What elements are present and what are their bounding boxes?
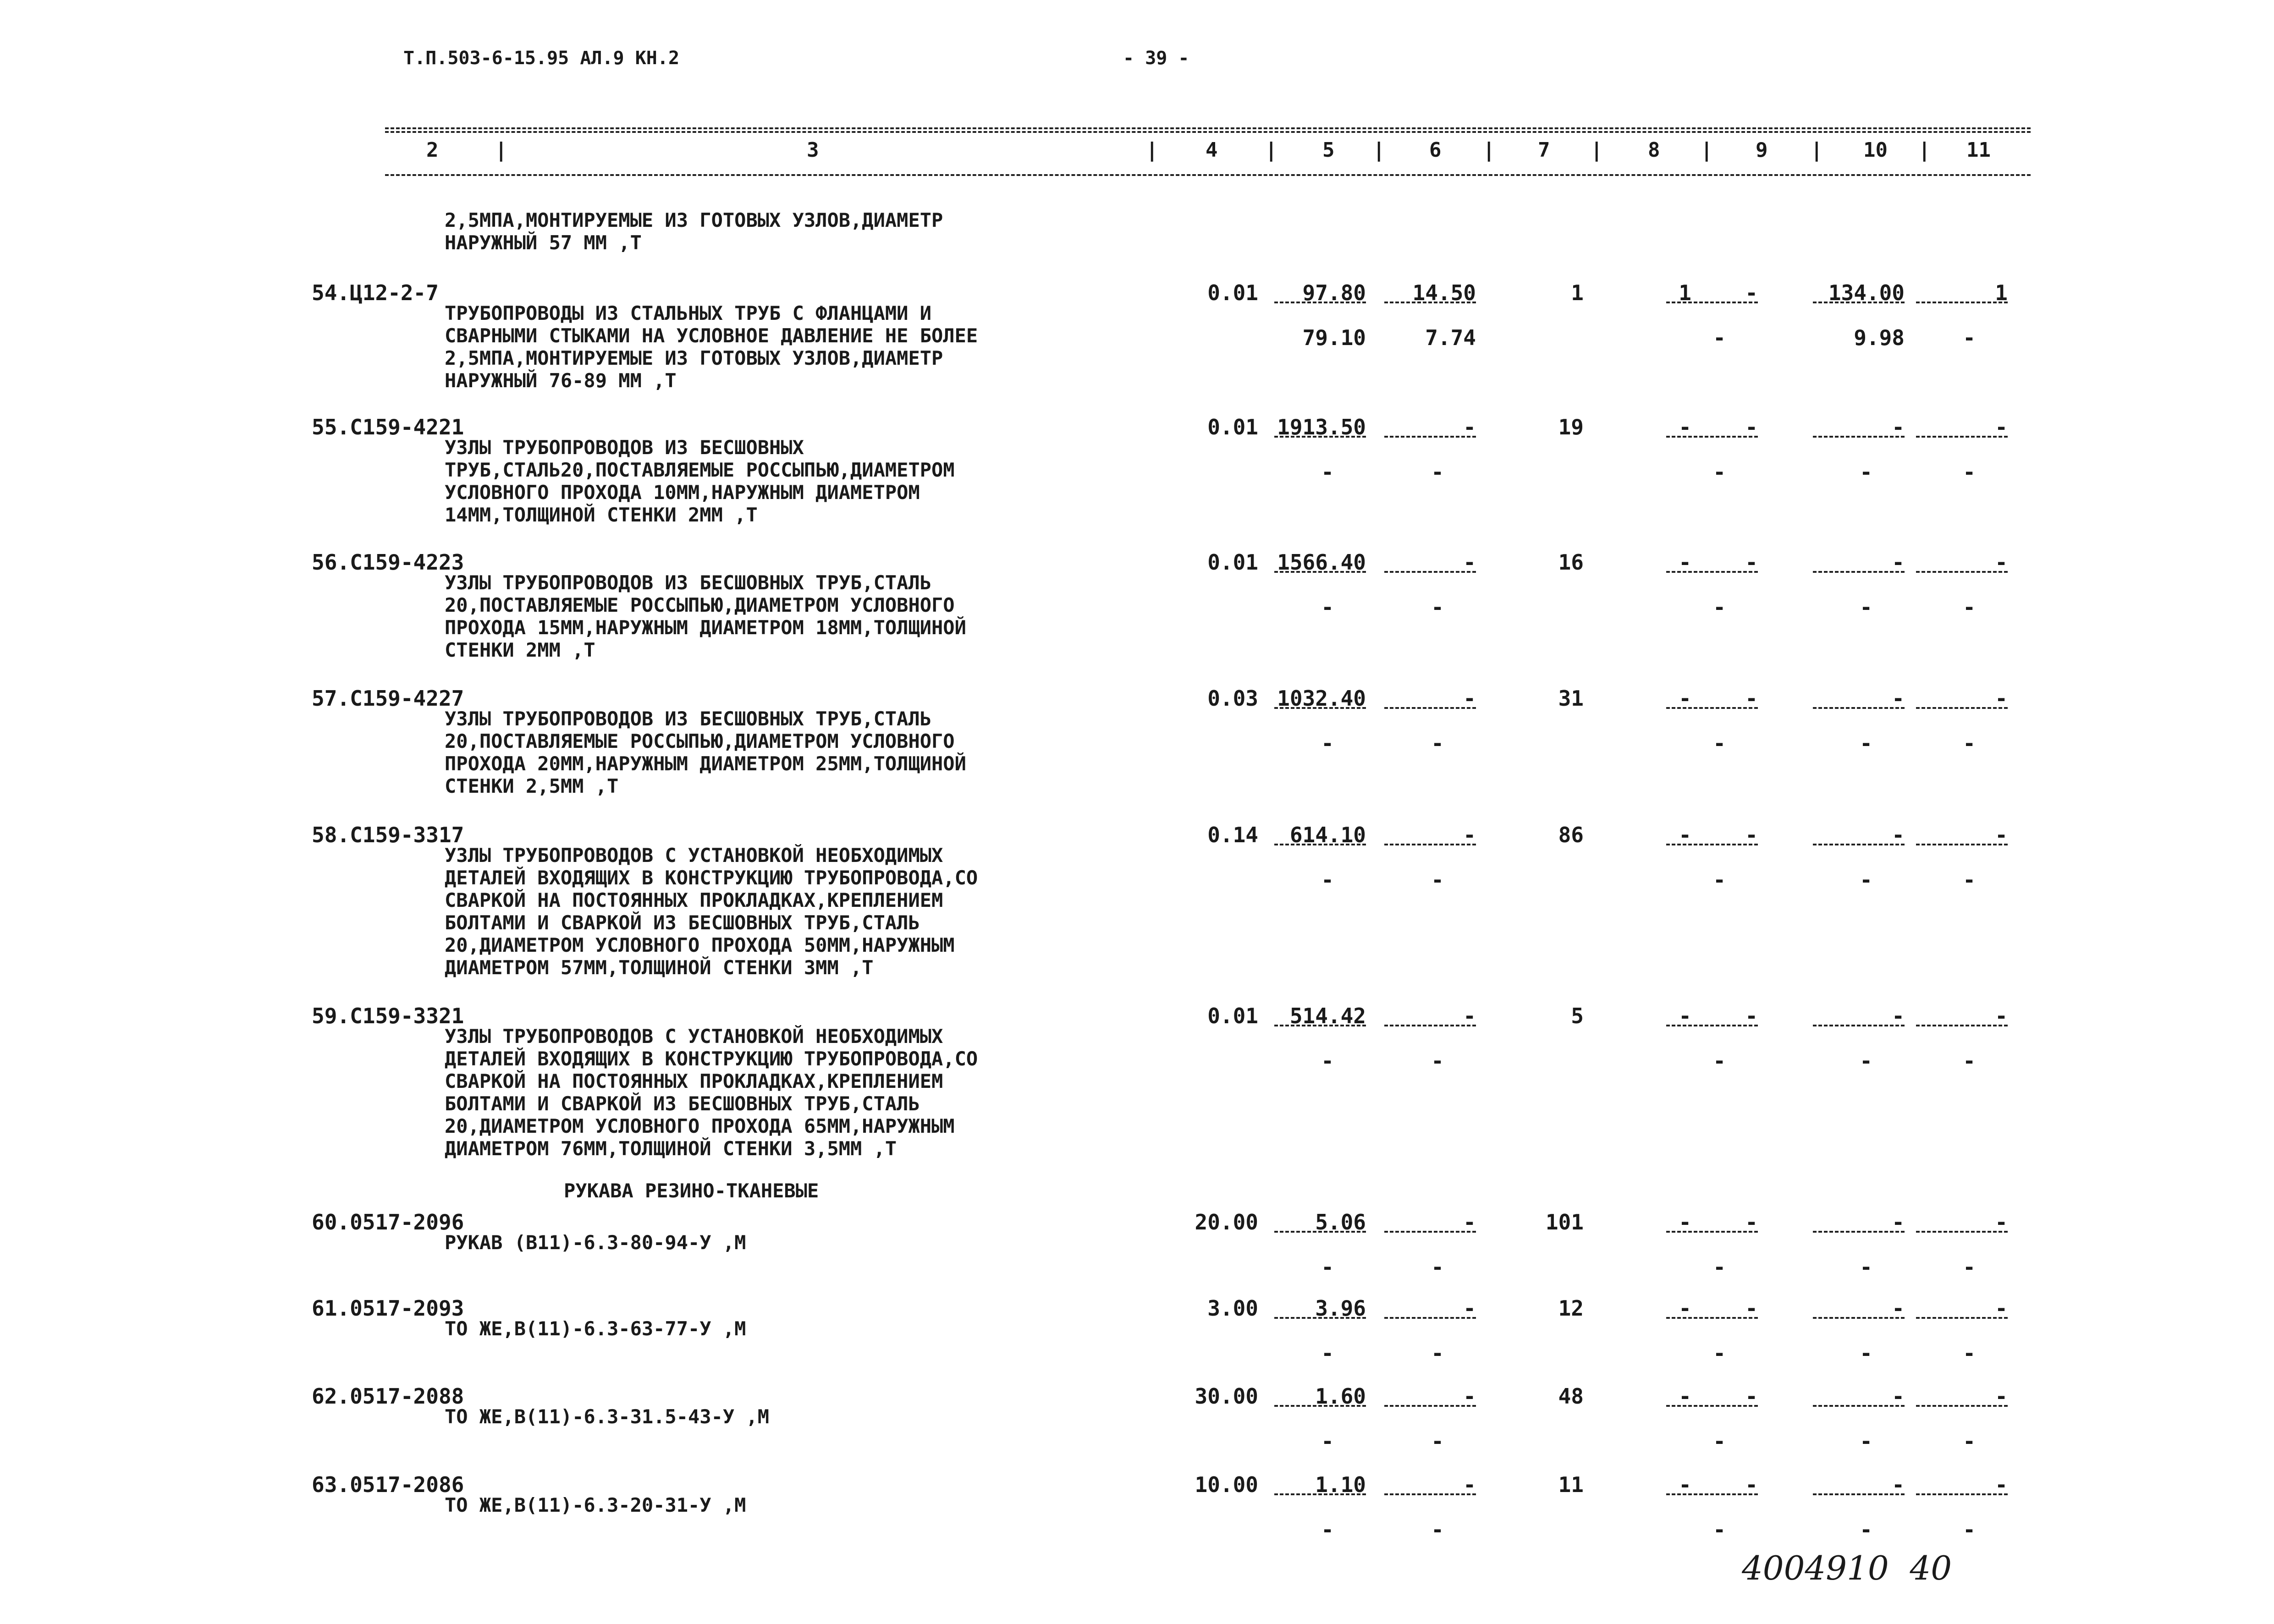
cell-separator (1384, 1317, 1476, 1319)
cell-separator (1274, 1405, 1366, 1407)
cell-separator (1274, 1317, 1366, 1319)
description-line: ТРУБОПРОВОДЫ ИЗ СТАЛЬНЫХ ТРУБ С ФЛАНЦАМИ И (445, 302, 932, 324)
cell-c7: 31 (1558, 686, 1584, 711)
cell-c11b: - (1963, 595, 1976, 620)
description-line: ТО ЖЕ,В(11)-6.3-63-77-У ,М (445, 1317, 746, 1340)
description-line: 14ММ,ТОЛЩИНОЙ СТЕНКИ 2ММ ,Т (445, 504, 758, 526)
cell-c10: - (1892, 415, 1905, 439)
cell-c5: 614.10 (1289, 823, 1366, 847)
description-line: БОЛТАМИ И СВАРКОЙ ИЗ БЕСШОВНЫХ ТРУБ,СТАЛЬ (445, 1092, 920, 1115)
cell-c7: 11 (1558, 1472, 1584, 1497)
item-code: 55.С159-4221 (312, 415, 464, 439)
cell-c10b: - (1860, 1429, 1872, 1454)
column-number: 2 (426, 138, 439, 162)
cell-separator (1666, 1493, 1758, 1495)
cell-c6: - (1463, 1210, 1476, 1234)
column-header-row (0, 138, 2274, 166)
column-divider: | (495, 138, 507, 162)
cell-separator (1384, 1493, 1476, 1495)
cell-c8: - (1679, 1210, 1691, 1234)
cell-c5: 1913.50 (1277, 415, 1366, 439)
description-line: ДИАМЕТРОМ 57ММ,ТОЛЩИНОЙ СТЕНКИ 3ММ ,Т (445, 956, 874, 979)
cell-separator (1813, 1317, 1905, 1319)
cell-c5b: - (1321, 1048, 1334, 1073)
cell-c7: 1 (1571, 280, 1584, 305)
cell-c6: - (1463, 1004, 1476, 1028)
column-number: 10 (1863, 138, 1888, 162)
cell-c10: 134.00 (1828, 280, 1905, 305)
header-rule-top-2 (385, 131, 2031, 133)
cell-c7: 12 (1558, 1296, 1584, 1321)
cell-c10b: - (1860, 1048, 1872, 1073)
cell-c9: - (1745, 686, 1758, 711)
description-line: СВАРКОЙ НА ПОСТОЯННЫХ ПРОКЛАДКАХ,КРЕПЛЕНИЕМ (445, 1070, 943, 1092)
cell-c10b: - (1860, 867, 1872, 892)
cell-separator (1274, 707, 1366, 709)
column-divider: | (1918, 138, 1931, 162)
description-line: 2,5МПА,МОНТИРУЕМЫЕ ИЗ ГОТОВЫХ УЗЛОВ,ДИАМЕТР (445, 209, 943, 231)
cell-c4: 0.01 (1207, 1004, 1258, 1028)
cell-c11b: - (1963, 1517, 1976, 1542)
cell-separator (1813, 1025, 1905, 1026)
cell-c11: - (1995, 686, 2008, 711)
cell-separator (1666, 1405, 1758, 1407)
cell-c11b: - (1963, 460, 1976, 484)
cell-c10b: - (1860, 595, 1872, 620)
cell-c4: 0.03 (1207, 686, 1258, 711)
cell-c5b: - (1321, 460, 1334, 484)
cell-c10b: - (1860, 460, 1872, 484)
doc-reference: Т.П.503-6-15.95 АЛ.9 КН.2 (403, 48, 680, 69)
cell-c6: - (1463, 686, 1476, 711)
cell-c11b: - (1963, 731, 1976, 756)
description-line: 20,ДИАМЕТРОМ УСЛОВНОГО ПРОХОДА 50ММ,НАРУЖНЫМ (445, 934, 955, 956)
description-line: ПРОХОДА 15ММ,НАРУЖНЫМ ДИАМЕТРОМ 18ММ,ТОЛЩИНОЙ (445, 616, 966, 639)
cell-c6b: - (1431, 1429, 1444, 1454)
description-line: СТЕНКИ 2ММ ,Т (445, 639, 595, 661)
cell-c10: - (1892, 550, 1905, 575)
cell-c11: - (1995, 1296, 2008, 1321)
cell-c6b: - (1431, 1341, 1444, 1366)
cell-c4: 0.01 (1207, 550, 1258, 575)
cell-c5: 1.10 (1315, 1472, 1366, 1497)
description-line: ДЕТАЛЕЙ ВХОДЯЩИХ В КОНСТРУКЦИЮ ТРУБОПРОВОДА,СО (445, 1048, 978, 1070)
section-title: РУКАВА РЕЗИНО-ТКАНЕВЫЕ (564, 1180, 819, 1202)
page-number: - 39 - (1123, 48, 1189, 69)
cell-c6: - (1463, 1472, 1476, 1497)
cell-c10: - (1892, 1384, 1905, 1409)
header-rule-bottom (385, 174, 2031, 176)
description-line: СВАРНЫМИ СТЫКАМИ НА УСЛОВНОЕ ДАВЛЕНИЕ НЕ БОЛЕЕ (445, 324, 978, 347)
cell-c4: 0.14 (1207, 823, 1258, 847)
cell-c9: - (1745, 1384, 1758, 1409)
description-line: 20,ДИАМЕТРОМ УСЛОВНОГО ПРОХОДА 65ММ,НАРУЖНЫМ (445, 1115, 955, 1137)
cell-c8: - (1679, 1296, 1691, 1321)
cell-c6: 14.50 (1412, 280, 1476, 305)
cell-c8: - (1679, 415, 1691, 439)
description-line: НАРУЖНЫЙ 57 ММ ,Т (445, 231, 642, 254)
cell-c9: - (1745, 550, 1758, 575)
cell-c8: - (1679, 823, 1691, 847)
description-line: ДЕТАЛЕЙ ВХОДЯЩИХ В КОНСТРУКЦИЮ ТРУБОПРОВОДА,СО (445, 867, 978, 889)
cell-separator (1666, 707, 1758, 709)
column-number: 3 (807, 138, 819, 162)
cell-c5: 1032.40 (1277, 686, 1366, 711)
cell-c8: 1 (1679, 280, 1691, 305)
cell-c9b: - (1713, 325, 1726, 350)
cell-c8: - (1679, 550, 1691, 575)
cell-c6b: - (1431, 595, 1444, 620)
column-number: 9 (1756, 138, 1768, 162)
cell-c5: 3.96 (1315, 1296, 1366, 1321)
column-divider: | (1146, 138, 1158, 162)
description-line: БОЛТАМИ И СВАРКОЙ ИЗ БЕСШОВНЫХ ТРУБ,СТАЛЬ (445, 911, 920, 934)
cell-separator (1916, 1493, 2008, 1495)
cell-c5b: - (1321, 731, 1334, 756)
description-line: ТО ЖЕ,В(11)-6.3-31.5-43-У ,М (445, 1405, 770, 1428)
item-code: 56.С159-4223 (312, 550, 464, 575)
cell-c4: 20.00 (1195, 1210, 1258, 1234)
cell-separator (1666, 436, 1758, 438)
cell-separator (1384, 1025, 1476, 1026)
cell-c5: 5.06 (1315, 1210, 1366, 1234)
cell-c11: - (1995, 823, 2008, 847)
cell-separator (1916, 436, 2008, 438)
cell-c5: 1.60 (1315, 1384, 1366, 1409)
column-number: 5 (1322, 138, 1335, 162)
item-code: 59.С159-3321 (312, 1004, 464, 1028)
cell-c10b: - (1860, 1341, 1872, 1366)
column-divider: | (1265, 138, 1277, 162)
column-divider: | (1811, 138, 1823, 162)
description-line: СТЕНКИ 2,5ММ ,Т (445, 775, 619, 797)
cell-separator (1666, 1317, 1758, 1319)
cell-c4: 3.00 (1207, 1296, 1258, 1321)
cell-c10b: 9.98 (1854, 325, 1905, 350)
cell-c6: - (1463, 1296, 1476, 1321)
cell-c6: - (1463, 1384, 1476, 1409)
cell-separator (1384, 302, 1476, 303)
cell-separator (1274, 1231, 1366, 1233)
cell-separator (1384, 436, 1476, 438)
cell-c8: - (1679, 1004, 1691, 1028)
cell-c4: 10.00 (1195, 1472, 1258, 1497)
cell-c6b: - (1431, 1255, 1444, 1279)
cell-c6: - (1463, 550, 1476, 575)
cell-c4: 0.01 (1207, 280, 1258, 305)
cell-separator (1916, 844, 2008, 845)
cell-separator (1916, 571, 2008, 573)
cell-c7: 16 (1558, 550, 1584, 575)
cell-separator (1813, 1231, 1905, 1233)
cell-c9b: - (1713, 867, 1726, 892)
cell-c9: - (1745, 1296, 1758, 1321)
cell-c10b: - (1860, 731, 1872, 756)
cell-c5b: - (1321, 867, 1334, 892)
description-line: 20,ПОСТАВЛЯЕМЫЕ РОССЫПЬЮ,ДИАМЕТРОМ УСЛОВНОГО (445, 594, 955, 616)
cell-c6: - (1463, 823, 1476, 847)
column-divider: | (1483, 138, 1495, 162)
cell-separator (1813, 844, 1905, 845)
cell-c11: 1 (1995, 280, 2008, 305)
cell-c11b: - (1963, 1429, 1976, 1454)
handwritten-stamp: 4004910 40 (1742, 1549, 1952, 1587)
cell-separator (1813, 707, 1905, 709)
column-number: 6 (1429, 138, 1442, 162)
cell-c11b: - (1963, 867, 1976, 892)
cell-c9b: - (1713, 1341, 1726, 1366)
description-line: УСЛОВНОГО ПРОХОДА 10ММ,НАРУЖНЫМ ДИАМЕТРОМ (445, 481, 920, 504)
cell-c10: - (1892, 686, 1905, 711)
cell-c8: - (1679, 1472, 1691, 1497)
cell-c8: - (1679, 686, 1691, 711)
cell-separator (1274, 302, 1366, 303)
cell-c11b: - (1963, 1048, 1976, 1073)
cell-c11b: - (1963, 1341, 1976, 1366)
cell-c4: 0.01 (1207, 415, 1258, 439)
cell-c5: 97.80 (1302, 280, 1366, 305)
item-code: 58.С159-3317 (312, 823, 464, 847)
item-code: 60.0517-2096 (312, 1210, 464, 1234)
cell-c11: - (1995, 1472, 2008, 1497)
cell-separator (1916, 1025, 2008, 1026)
cell-c10: - (1892, 1004, 1905, 1028)
cell-separator (1384, 571, 1476, 573)
cell-separator (1274, 436, 1366, 438)
description-line: УЗЛЫ ТРУБОПРОВОДОВ ИЗ БЕСШОВНЫХ ТРУБ,СТАЛЬ (445, 571, 932, 594)
cell-c8: - (1679, 1384, 1691, 1409)
cell-separator (1666, 1231, 1758, 1233)
cell-c6b: - (1431, 1517, 1444, 1542)
description-line: УЗЛЫ ТРУБОПРОВОДОВ ИЗ БЕСШОВНЫХ ТРУБ,СТАЛЬ (445, 708, 932, 730)
cell-c10b: - (1860, 1517, 1872, 1542)
cell-separator (1813, 571, 1905, 573)
cell-separator (1916, 302, 2008, 303)
description-line: ДИАМЕТРОМ 76ММ,ТОЛЩИНОЙ СТЕНКИ 3,5ММ ,Т (445, 1137, 897, 1160)
cell-c6b: - (1431, 867, 1444, 892)
cell-separator (1274, 1025, 1366, 1026)
cell-c9b: - (1713, 1429, 1726, 1454)
item-code: 57.С159-4227 (312, 686, 464, 711)
cell-c11b: - (1963, 325, 1976, 350)
cell-c9: - (1745, 1210, 1758, 1234)
description-line: УЗЛЫ ТРУБОПРОВОДОВ ИЗ БЕСШОВНЫХ (445, 436, 804, 459)
description-line: 20,ПОСТАВЛЯЕМЫЕ РОССЫПЬЮ,ДИАМЕТРОМ УСЛОВНОГО (445, 730, 955, 752)
description-line: УЗЛЫ ТРУБОПРОВОДОВ С УСТАНОВКОЙ НЕОБХОДИМЫХ (445, 844, 943, 867)
cell-c10: - (1892, 823, 1905, 847)
continuation-description (445, 209, 943, 254)
column-divider: | (1701, 138, 1713, 162)
cell-c6b: - (1431, 731, 1444, 756)
cell-c10b: - (1860, 1255, 1872, 1279)
cell-c11: - (1995, 1384, 2008, 1409)
cell-c9: - (1745, 823, 1758, 847)
item-code: 62.0517-2088 (312, 1384, 464, 1409)
cell-c5b: - (1321, 1341, 1334, 1366)
cell-separator (1384, 707, 1476, 709)
column-number: 4 (1206, 138, 1218, 162)
cell-separator (1274, 1493, 1366, 1495)
cell-c9b: - (1713, 1255, 1726, 1279)
cell-c6b: - (1431, 460, 1444, 484)
cell-c9b: - (1713, 731, 1726, 756)
item-code: 61.0517-2093 (312, 1296, 464, 1321)
cell-c7: 101 (1545, 1210, 1584, 1234)
description-line: УЗЛЫ ТРУБОПРОВОДОВ С УСТАНОВКОЙ НЕОБХОДИМЫХ (445, 1025, 943, 1048)
cell-c5b: - (1321, 1255, 1334, 1279)
cell-separator (1813, 302, 1905, 303)
description-line: ТО ЖЕ,В(11)-6.3-20-31-У ,М (445, 1494, 746, 1516)
cell-c9b: - (1713, 595, 1726, 620)
cell-separator (1274, 571, 1366, 573)
cell-separator (1666, 302, 1758, 303)
cell-c9: - (1745, 1004, 1758, 1028)
cell-c11: - (1995, 550, 2008, 575)
cell-c9b: - (1713, 1517, 1726, 1542)
cell-separator (1916, 1231, 2008, 1233)
column-number: 7 (1538, 138, 1550, 162)
cell-c5b: 79.10 (1302, 325, 1366, 350)
column-number: 8 (1648, 138, 1660, 162)
cell-c6b: - (1431, 1048, 1444, 1073)
cell-separator (1666, 1025, 1758, 1026)
cell-separator (1666, 844, 1758, 845)
cell-c11b: - (1963, 1255, 1976, 1279)
cell-c9: - (1745, 280, 1758, 305)
cell-separator (1384, 1405, 1476, 1407)
column-number: 11 (1966, 138, 1991, 162)
cell-c7: 48 (1558, 1384, 1584, 1409)
description-line: НАРУЖНЫЙ 76-89 ММ ,Т (445, 369, 677, 392)
description-line: РУКАВ (В11)-6.3-80-94-У ,М (445, 1231, 746, 1254)
cell-c7: 19 (1558, 415, 1584, 439)
cell-c9: - (1745, 1472, 1758, 1497)
cell-separator (1916, 1405, 2008, 1407)
cell-c9: - (1745, 415, 1758, 439)
cell-c11: - (1995, 1004, 2008, 1028)
cell-c5b: - (1321, 1429, 1334, 1454)
item-code: 63.0517-2086 (312, 1472, 464, 1497)
cell-separator (1813, 436, 1905, 438)
cell-separator (1384, 844, 1476, 845)
description-line: СВАРКОЙ НА ПОСТОЯННЫХ ПРОКЛАДКАХ,КРЕПЛЕНИЕМ (445, 889, 943, 911)
cell-separator (1666, 571, 1758, 573)
description-line: ТРУБ,СТАЛЬ20,ПОСТАВЛЯЕМЫЕ РОССЫПЬЮ,ДИАМЕТРОМ (445, 459, 955, 481)
cell-c11: - (1995, 1210, 2008, 1234)
description-line: ПРОХОДА 20ММ,НАРУЖНЫМ ДИАМЕТРОМ 25ММ,ТОЛЩИНОЙ (445, 752, 966, 775)
header-rule-top (385, 127, 2031, 129)
cell-c11: - (1995, 415, 2008, 439)
cell-c5: 514.42 (1289, 1004, 1366, 1028)
cell-c10: - (1892, 1210, 1905, 1234)
cell-c5b: - (1321, 1517, 1334, 1542)
cell-c4: 30.00 (1195, 1384, 1258, 1409)
cell-c6b: 7.74 (1425, 325, 1476, 350)
cell-c10: - (1892, 1296, 1905, 1321)
cell-c10: - (1892, 1472, 1905, 1497)
column-divider: | (1591, 138, 1603, 162)
cell-c9b: - (1713, 1048, 1726, 1073)
cell-separator (1916, 1317, 2008, 1319)
cell-c7: 5 (1571, 1004, 1584, 1028)
item-code: 54.Ц12-2-7 (312, 280, 439, 305)
cell-c7: 86 (1558, 823, 1584, 847)
description-line: 2,5МПА,МОНТИРУЕМЫЕ ИЗ ГОТОВЫХ УЗЛОВ,ДИАМЕТР (445, 347, 943, 369)
cell-separator (1813, 1493, 1905, 1495)
cell-c9b: - (1713, 460, 1726, 484)
column-divider: | (1373, 138, 1385, 162)
cell-separator (1813, 1405, 1905, 1407)
cell-separator (1274, 844, 1366, 845)
cell-separator (1384, 1231, 1476, 1233)
cell-c5b: - (1321, 595, 1334, 620)
cell-separator (1916, 707, 2008, 709)
cell-c6: - (1463, 415, 1476, 439)
cell-c5: 1566.40 (1277, 550, 1366, 575)
